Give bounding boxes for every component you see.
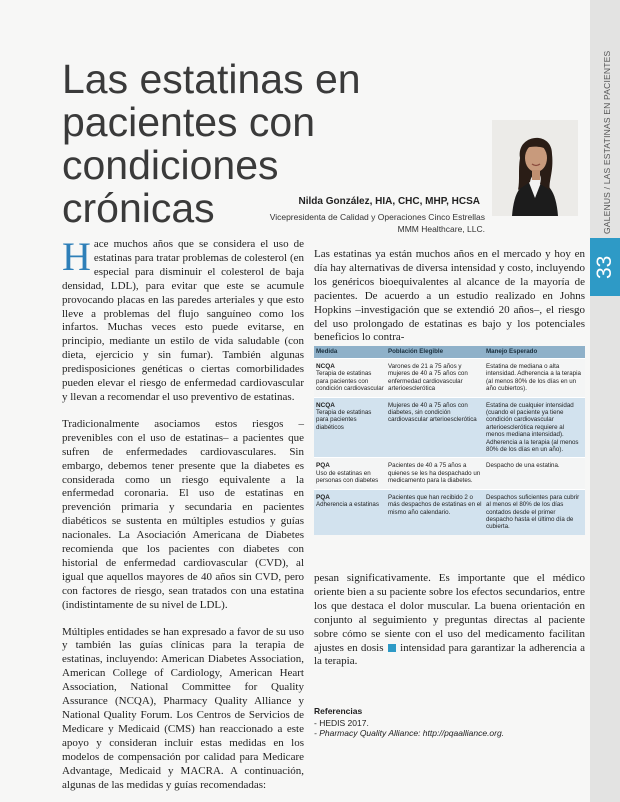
end-mark-icon xyxy=(388,644,396,652)
title-line-3: condiciones crónicas xyxy=(62,142,279,231)
paragraph-statins-market: Las estatinas ya están muchos años en el mercado y hoy en día hay alternativas de diversa intensidad y costo, incluyendo los genéricos bioequivalentes al alcance de la mayoría de pacientes. De acuerdo a un estudio realizado en Johns Hopkins –investigación que se extendió 20 años–, el riesgo del uso prolongado de estatinas es bajo y los potenciales beneficios lo contra- xyxy=(314,248,585,344)
row-measure: Uso de estatinas en personas con diabetes xyxy=(316,469,379,485)
section-running-head: GALENUS / LAS ESTATINAS EN PACIENTES xyxy=(602,50,612,234)
table-row xyxy=(314,489,585,535)
row-measure: Terapia de estatinas para pacientes con condición cardiovascular xyxy=(316,370,384,393)
right-column-bottom xyxy=(314,572,585,669)
row-management: Estatina de mediana o alta intensidad. Adherencia a la terapia (al menos 80% de los días en un año cubiertos). xyxy=(486,363,581,393)
paragraph-intro: Hace muchos años que se considera el uso de estatinas para tratar problemas de colesterol (en especial para disminuir el colesterol de baja densidad, LDL), para evitar que este se acumule provocando placas en las paredes arteriales y que esto lleve a problemas del flujo sanguíneo como los infartos. Muchas veces esto puede evitarse, en principio, mediante un estilo de vida saludable (con dieta, ejercicio y sin fumar). También algunas predisposiciones genéticas o ciertas comorbilidades pueden elevar el riesgo de enfermedad cardiovascular y llevan a recomendar el uso preventivo de estatinas. xyxy=(62,234,304,403)
row-code: NCQA xyxy=(316,363,335,370)
row-management: Despachos suficientes para cubrir al menos el 80% de los días contados desde el primer despacho hasta el último día de cubierta. xyxy=(486,493,580,531)
author-company: MMM Healthcare, LLC. xyxy=(397,223,485,234)
row-population: Varones de 21 a 75 años y mujeres de 40 a 75 años con enfermedad cardiovascular arterioesclerótica xyxy=(388,363,468,393)
header-measure: Medida xyxy=(316,348,338,356)
header-population: Población Elegible xyxy=(388,348,444,356)
paragraph-orientation: pesan significativamente. Es importante que el médico oriente bien a su paciente sobre los efectos secundarios, entre los que destaca el dolor muscular. La buena orientación en conjunto al seguimiento y preguntas directas al paciente sobre cómo se siente con el uso del medicamento facilitan ajustes en dosis intensidad para garantizar la adherencia a la terapia. xyxy=(314,572,586,668)
side-margin xyxy=(590,0,620,802)
table-row xyxy=(314,358,585,397)
row-code: NCQA xyxy=(316,401,335,409)
row-population: Pacientes que han recibido 2 o más despachos de estatinas en el mismo año calendario. xyxy=(388,493,482,516)
reference-item: - HEDIS 2017. xyxy=(314,717,369,728)
title-line-1: Las estatinas en xyxy=(62,56,361,102)
row-code: PQA xyxy=(316,493,330,501)
paragraph-diabetes: Tradicionalmente asociamos estos riesgos –prevenibles con el uso de estatinas– a pacientes que sufren de enfermedades cardiovasculares. Sin embargo, debemos tener presente que la diabetes es considerada como un riesgo equivalente a la enfermedad coronaria. El uso de estatinas en prevención primaria y secundaria en pacientes diabéticos se sustenta en múltiples estudios y guías nacionales. La Asociación Americana de Diabetes recomienda que los pacientes con diabetes con historial de enfermedad cardiovascular (CVD), al igual que aquellos mayores de 40 años sin CVD, pero con factores de riesgo, sean tratados con una estatina (indistintamente de su nivel de LDL). xyxy=(62,417,304,611)
table-header xyxy=(314,346,585,358)
author-role: Vicepresidenta de Calidad y Operaciones Cinco Estrellas xyxy=(269,212,485,222)
row-management: Despacho de una estatina. xyxy=(486,462,560,470)
row-code: PQA xyxy=(316,462,330,470)
drop-cap: H xyxy=(62,234,91,279)
page-number: 33 xyxy=(593,255,616,279)
header-management: Manejo Esperado xyxy=(486,348,538,356)
row-measure: Adherencia a estatinas xyxy=(316,501,379,509)
paragraph-entities: Múltiples entidades se han expresado a favor de su uso y también las guías clínicas para la terapia de estatinas, incluyendo: American Diabetes Association, American College of Cardiology, American Heart Association, National Committee for Quality Assurance (NCQA), Pharmacy Quality Alliance y National Quality Forum. Los Centros de Servicios de Medicare y Medicaid (CMS) han reaccionado a este apoyo y consideran incluir estas medidas en los modelos de compensación por calidad para Medicare Advantage, Medicaid y MACRA. A continuación, algunas de las medidas y guías recomendadas: xyxy=(62,625,304,791)
author-name: Nilda González, HIA, CHC, MHP, HCSA xyxy=(298,196,480,207)
author-affiliation xyxy=(250,212,485,235)
page-number-tab xyxy=(590,238,620,296)
references-heading: Referencias xyxy=(314,706,363,716)
row-management: Estatina de cualquier intensidad (cuando el paciente ya tiene condición cardiovascular arterioesclerótica requiere al menos mediana intensidad). Adherencia a la terapia (al menos 80% de los días en un año). xyxy=(486,401,579,454)
table-row xyxy=(314,397,585,458)
author-photo xyxy=(492,120,578,216)
row-measure: Terapia de estatinas para pacientes diabéticos xyxy=(316,409,372,431)
references xyxy=(314,706,584,739)
row-population: Mujeres de 40 a 75 años con diabetes, sin condición cardiovascular arterioesclerótica xyxy=(388,401,477,424)
right-column-top xyxy=(314,248,585,345)
title-line-2: pacientes con xyxy=(62,99,316,145)
reference-item: - Pharmacy Quality Alliance: http://pqaalliance.org. xyxy=(314,728,505,738)
author-portrait-illustration xyxy=(492,120,578,216)
measures-table xyxy=(314,346,585,535)
left-column xyxy=(62,234,304,792)
table-row xyxy=(314,457,585,488)
row-population: Pacientes de 40 a 75 años a quienes se les ha despachado un medicamento para la diabetes. xyxy=(388,462,481,485)
